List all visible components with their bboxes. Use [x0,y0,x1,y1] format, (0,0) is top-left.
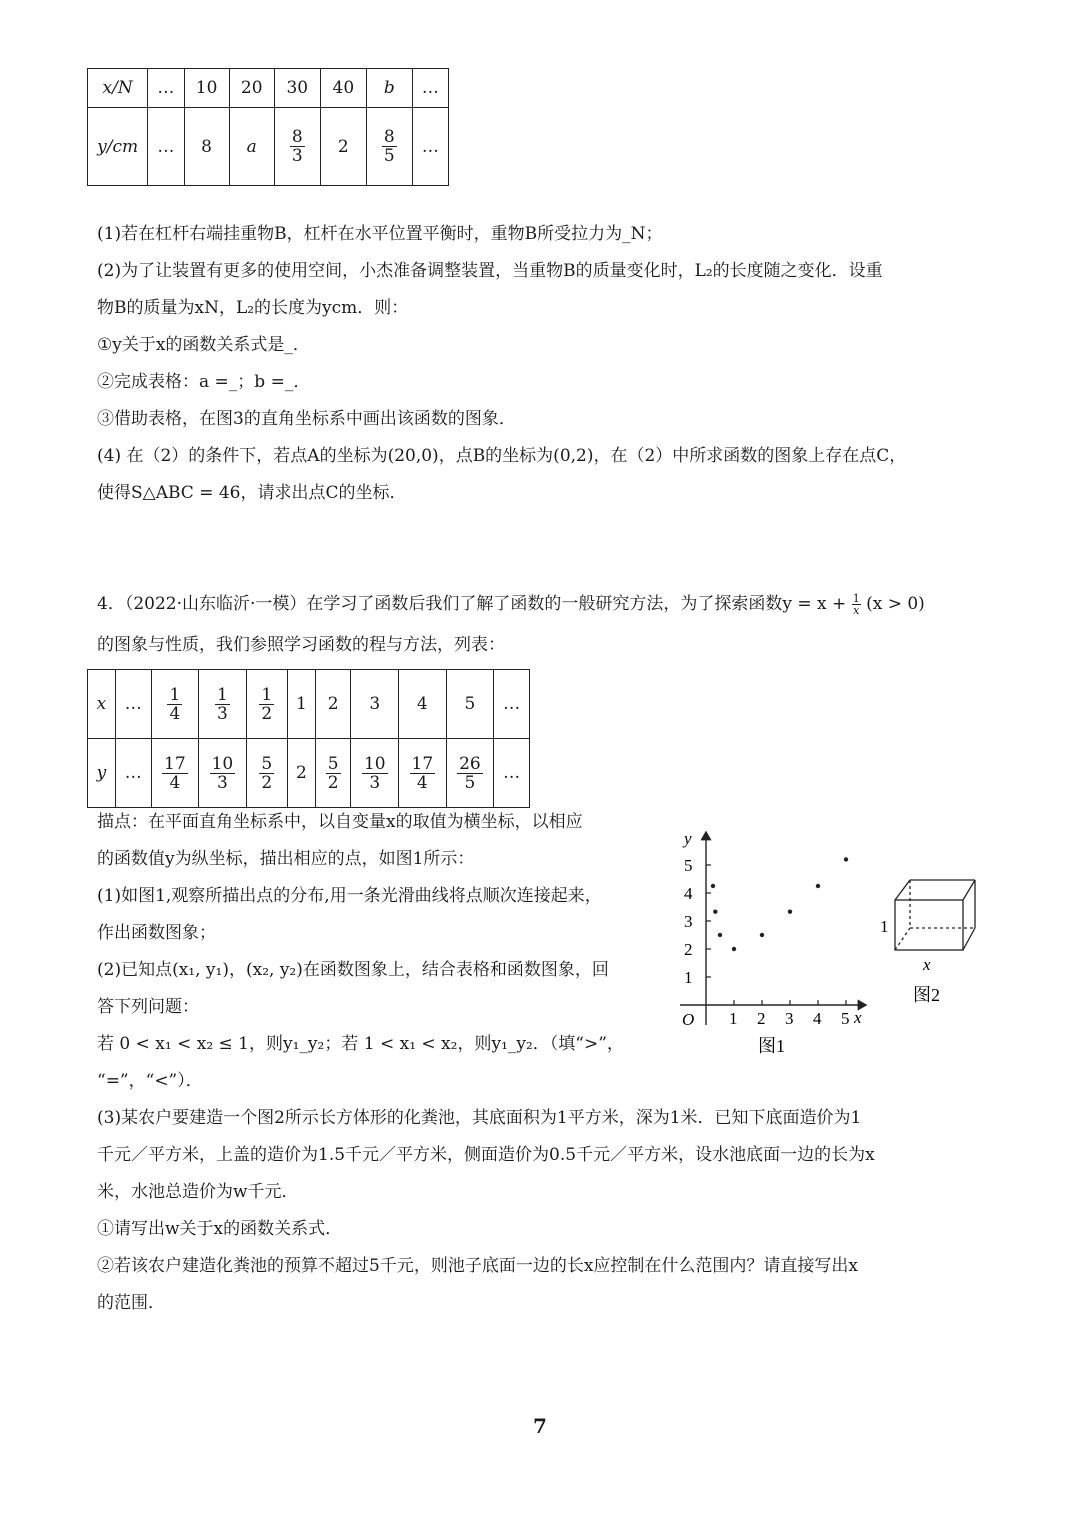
table-cell: 2 [315,670,351,739]
figure-2-caption: 图2 [913,985,940,1005]
q4-part3-sub2-line2: 的范围． [97,1293,165,1313]
y-tick-label: 2 [684,940,693,959]
table-cell: y [88,739,116,808]
q4-part2-line4: “=”，“<”）． [97,1071,203,1091]
table-cell: $\frac{26}{5}$ [446,739,494,808]
table-cell: 20 [229,69,274,108]
data-point [711,884,715,888]
x-tick-label: 4 [813,1009,822,1028]
table-cell: $\frac{1}{3}$ [199,670,247,739]
table-1 [87,68,449,186]
table-cell: $\frac{17}{4}$ [399,739,447,808]
q4-part3-sub2-line1: ②若该农户建造化粪池的预算不超过5千元，则池子底面一边的长x应控制在什么范围内？请直接写出x [97,1256,858,1276]
q4-part3-line3: 米，水池总造价为w千元． [97,1182,299,1202]
table-cell: … [148,108,184,186]
figure-2-cuboid [875,870,985,1010]
data-point [713,909,717,913]
q4-part3-line2: 千元／平方米，上盖的造价为1.5千元／平方米，侧面造价为0.5千元／平方米，设水池底面一边的长为x [97,1145,875,1165]
table-cell: $\frac{10}{3}$ [199,739,247,808]
q4-miaodian-line2: 的函数值y为纵坐标，描出相应的点，如图1所示： [97,849,475,869]
table-cell: 5 [446,670,494,739]
q3-part2-sub2: ②完成表格：a =_；b =_． [97,372,311,392]
table-cell: … [494,670,530,739]
q4-intro-line2: 的图象与性质，我们参照学习函数的程与方法，列表： [97,635,505,655]
q3-part2-sub1: ①y关于x的函数关系式是_． [97,335,310,355]
table-cell: 2 [320,108,366,186]
table-cell: 10 [184,69,229,108]
table-cell: 3 [351,670,399,739]
table-cell: 8 [184,108,229,186]
table-cell: 40 [320,69,366,108]
table-cell: b [366,69,412,108]
data-point [816,884,820,888]
data-point [760,933,764,937]
table-cell: 1 [287,670,315,739]
q3-part2-sub3: ③借助表格，在图3的直角坐标系中画出该函数的图象． [97,409,516,429]
data-point [718,933,722,937]
table-cell: $\frac{8}{5}$ [366,108,412,186]
data-point [844,857,848,861]
data-point [732,947,736,951]
y-tick-label: 5 [684,856,693,875]
q4-part2-line2: 答下列问题： [97,997,199,1017]
table-cell: $\frac{1}{4}$ [151,670,199,739]
table-cell: $\frac{5}{2}$ [315,739,351,808]
data-point [788,909,792,913]
fraction: $\frac{1}{x}$ [852,592,860,617]
chart-title: 图1 [758,1036,785,1056]
q4-miaodian-line1: 描点：在平面直角坐标系中，以自变量x的取值为横坐标，以相应 [97,812,583,832]
y-tick-label: 4 [684,884,693,903]
table-cell: $\frac{8}{3}$ [274,108,320,186]
q4-part1-line1: (1)如图1,观察所描出点的分布,用一条光滑曲线将点顺次连接起来， [97,886,602,906]
table-cell: y/cm [88,108,148,186]
q4-part2-line3: 若 0 < x₁ < x₂ ≤ 1，则y₁_y₂；若 1 < x₁ < x₂，则y₁_y₂．（填“>”， [97,1034,624,1054]
table-cell: $\frac{10}{3}$ [351,739,399,808]
y-tick-label: 3 [684,912,693,931]
q3-part1: (1)若在杠杆右端挂重物B，杠杆在水平位置平衡时，重物B所受拉力为_N； [97,224,663,244]
page-number: 7 [533,1414,547,1438]
table-cell: … [115,739,151,808]
table-cell: … [412,108,448,186]
figure-1-chart [660,820,880,1070]
table-cell: … [148,69,184,108]
table-cell: $\frac{1}{2}$ [246,670,287,739]
table-cell: $\frac{5}{2}$ [246,739,287,808]
q4-part3-line1: (3)某农户要建造一个图2所示长方体形的化粪池，其底面积为1平方米，深为1米．已知下底面造价为1 [97,1108,862,1128]
q4-part3-sub1: ①请写出w关于x的函数关系式． [97,1219,343,1239]
q4-part2-line1: (2)已知点(x₁, y₁)，(x₂, y₂)在函数图象上，结合表格和函数图象，回 [97,960,609,980]
q4-part1-line2: 作出函数图象； [97,923,216,943]
table-cell: … [115,670,151,739]
x-tick-label: 2 [757,1009,766,1028]
table-cell: x/N [88,69,148,108]
q3-part4-line1: (4) 在（2）的条件下，若点A的坐标为(20,0)，点B的坐标为(0,2)，在（2）中所求函数的图象上存在点C， [97,446,907,466]
table-cell: 2 [287,739,315,808]
q4-intro-line1: 4．（2022·山东临沂·一模）在学习了函数后我们了解了函数的一般研究方法，为了探索函数y = x + $\frac{1}{x}$ (x > 0) [97,592,925,617]
table-2 [87,669,530,808]
x-tick-label: 1 [729,1009,738,1028]
y-tick-label: 1 [684,968,693,987]
table-cell: x [88,670,116,739]
table-cell: a [229,108,274,186]
table-cell: … [412,69,448,108]
table-cell: $\frac{17}{4}$ [151,739,199,808]
q3-part2-line1: (2)为了让装置有更多的使用空间，小杰准备调整装置，当重物B的质量变化时，L₂的长度随之变化．设重 [97,261,883,281]
table-cell: … [494,739,530,808]
q3-part2-line2: 物B的质量为xN，L₂的长度为ycm．则： [97,298,409,318]
table-cell: 30 [274,69,320,108]
origin-label: O [682,1010,695,1029]
table-cell: 4 [399,670,447,739]
height-label: 1 [880,917,889,936]
base-label: x [923,955,931,974]
y-axis-label: y [684,829,692,848]
x-axis-label: x [854,1008,862,1027]
q3-part4-line2: 使得S△ABC = 46，请求出点C的坐标． [97,483,407,503]
x-tick-label: 5 [841,1009,850,1028]
x-tick-label: 3 [785,1009,794,1028]
